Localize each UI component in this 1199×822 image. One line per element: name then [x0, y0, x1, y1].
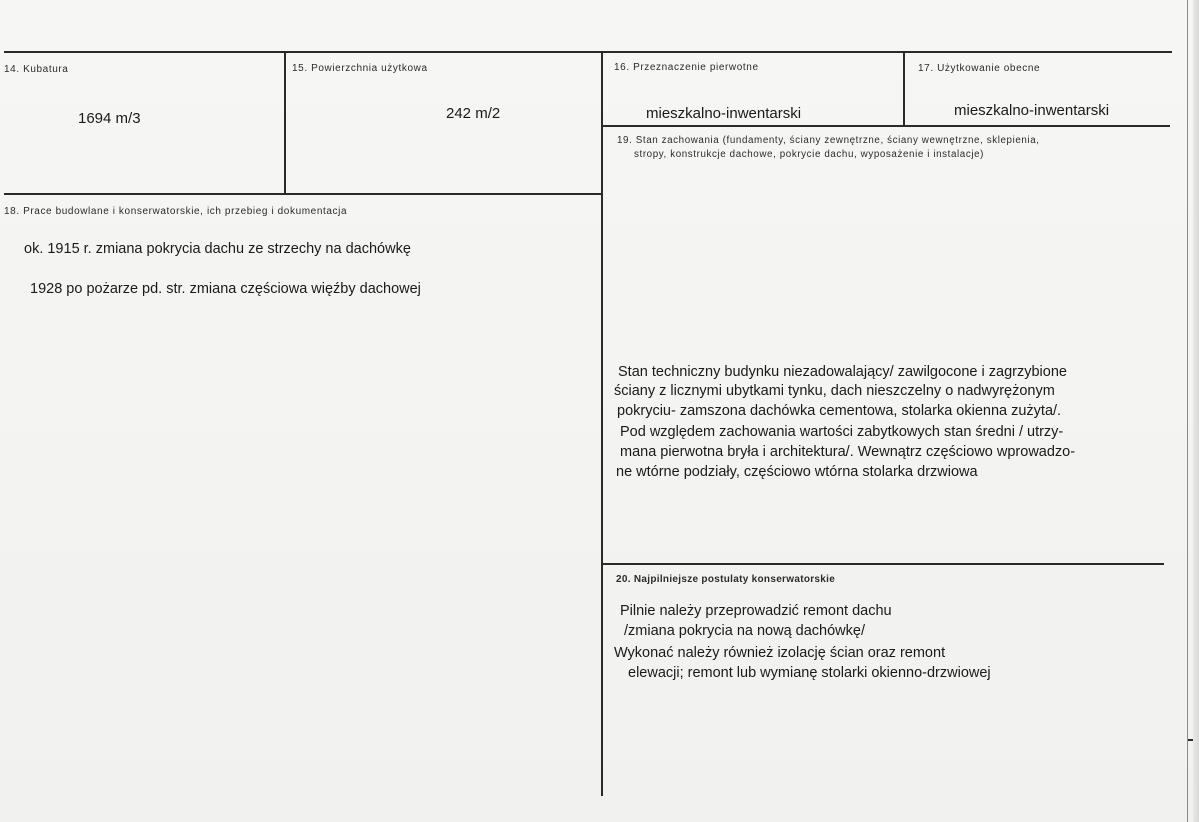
field-20-line-2: /zmiana pokrycia na nową dachówkę/	[624, 623, 865, 639]
main-column-divider	[601, 51, 603, 796]
field-19-label-line-2: stropy, konstrukcje dachowe, pokrycie dachu, wyposażenie i instalacje)	[634, 149, 985, 160]
field-17-label: 17. Użytkowanie obecne	[918, 63, 1041, 74]
field-20-line-4: elewacji; remont lub wymianę stolarki okienno-drzwiowej	[628, 665, 991, 681]
row1-separator-left	[4, 193, 603, 195]
card-edge	[1193, 0, 1199, 822]
field-19-line-3: pokryciu- zamszona dachówka cementowa, stolarka okienna zużyta/.	[617, 403, 1062, 419]
divider-16-17	[903, 51, 905, 126]
field-16-label: 16. Przeznaczenie pierwotne	[614, 62, 759, 73]
field-19-line-4: Pod względem zachowania wartości zabytkowych stan średni / utrzy-	[620, 424, 1064, 440]
field-19-label-line-1: 19. Stan zachowania (fundamenty, ściany zewnętrzne, ściany wewnętrzne, sklepienia,	[617, 135, 1040, 146]
field-18-line-1: ok. 1915 r. zmiana pokrycia dachu ze strzechy na dachówkę	[24, 241, 411, 257]
field-18-label: 18. Prace budowlane i konserwatorskie, ich przebieg i dokumentacja	[4, 206, 348, 217]
top-border	[4, 51, 1172, 53]
field-15-value: 242 m/2	[446, 105, 501, 122]
field-19-line-2: ściany z licznymi ubytkami tynku, dach nieszczelny o nadwyrężonym	[614, 383, 1055, 399]
row1-separator-right	[603, 125, 1170, 127]
right-edge-line	[1187, 0, 1188, 822]
field-14-value: 1694 m/3	[78, 110, 141, 127]
field-19-line-5: mana pierwotna bryła i architektura/. Wewnątrz częściowo wprowadzo-	[620, 444, 1076, 460]
field-19-line-6: ne wtórne podziały, częściowo wtórna stolarka drzwiowa	[616, 464, 978, 480]
section20-separator	[603, 563, 1164, 565]
field-20-line-3: Wykonać należy również izolację ścian oraz remont	[614, 645, 946, 661]
field-14-label: 14. Kubatura	[4, 64, 69, 75]
field-20-label: 20. Najpilniejsze postulaty konserwatorskie	[616, 574, 836, 585]
field-18-line-2: 1928 po pożarze pd. str. zmiana częściowa więźby dachowej	[30, 281, 421, 297]
field-19-line-1: Stan techniczny budynku niezadowalający/ zawilgocone i zagrzybione	[618, 364, 1067, 380]
divider-14-15	[284, 51, 286, 194]
field-15-label: 15. Powierzchnia użytkowa	[292, 63, 428, 74]
field-16-value: mieszkalno-inwentarski	[646, 105, 802, 122]
field-20-line-1: Pilnie należy przeprowadzić remont dachu	[620, 603, 892, 619]
field-17-value: mieszkalno-inwentarski	[954, 102, 1110, 119]
